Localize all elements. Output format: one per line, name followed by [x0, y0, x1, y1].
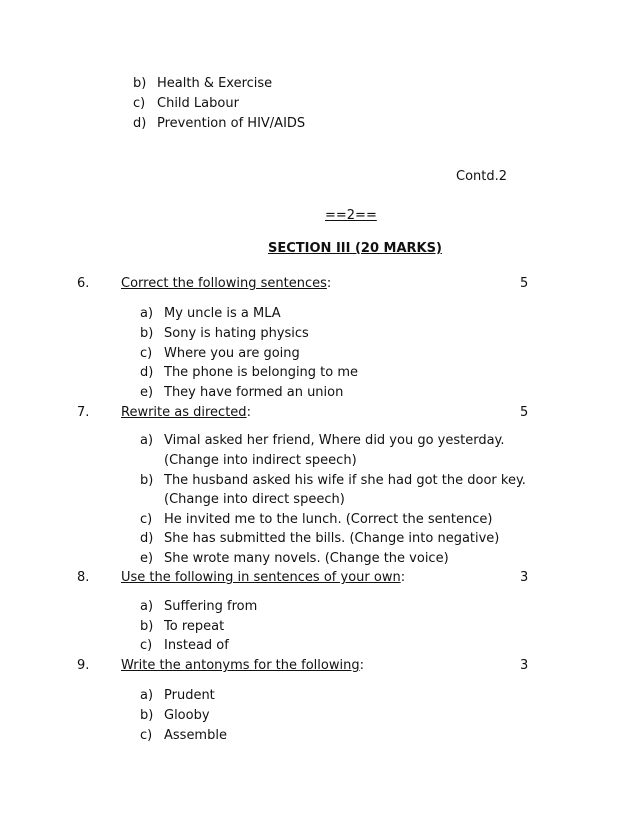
list-item [140, 510, 492, 530]
item-letter: b) [140, 473, 154, 488]
item-letter: a) [140, 306, 154, 321]
item-text: Glooby [164, 708, 210, 723]
question-title [121, 403, 251, 423]
item-letter: e) [140, 551, 154, 566]
list-item [133, 74, 272, 94]
question-marks: 5 [520, 405, 529, 420]
page-marker: ==2== [325, 208, 377, 223]
question-title-colon: : [326, 276, 332, 291]
question-marks: 3 [520, 658, 529, 673]
question-title [121, 656, 364, 676]
item-letter: b) [133, 76, 147, 91]
item-text: Sony is hating physics [164, 326, 309, 341]
item-text: They have formed an union [164, 385, 344, 400]
list-item [133, 114, 305, 134]
item-text: She has submitted the bills. (Change into negative) [164, 531, 500, 546]
item-text: Prudent [164, 688, 215, 703]
list-item [140, 726, 227, 746]
list-item [140, 597, 257, 617]
list-item [140, 324, 309, 344]
section-title: SECTION III (20 MARKS) [268, 241, 442, 256]
contd-note: Contd.2 [456, 169, 508, 184]
item-subtext: (Change into indirect speech) [164, 453, 357, 468]
item-letter: d) [140, 531, 154, 546]
item-subtext: (Change into direct speech) [164, 492, 345, 507]
item-letter: a) [140, 688, 154, 703]
question-title-colon: : [359, 658, 364, 673]
item-letter: c) [140, 728, 153, 743]
question-marks: 5 [520, 276, 529, 291]
item-text: Vimal asked her friend, Where did you go yesterday. [164, 433, 505, 448]
question-title [121, 274, 331, 294]
item-text: To repeat [164, 619, 225, 634]
question-title-colon: : [400, 570, 406, 585]
item-text: Suffering from [164, 599, 258, 614]
question-title-text: Use the following in sentences of your own [121, 570, 401, 585]
list-item [140, 383, 343, 403]
item-text: He invited me to the lunch. (Correct the sentence) [164, 512, 493, 527]
list-item [140, 529, 499, 549]
item-text: The phone is belonging to me [164, 365, 359, 380]
item-text: Child Labour [157, 96, 239, 111]
list-item [140, 344, 300, 364]
item-letter: a) [140, 599, 154, 614]
item-letter: c) [140, 346, 153, 361]
item-text: She wrote many novels. (Change the voice) [164, 551, 449, 566]
question-number: 7. [77, 405, 90, 420]
item-letter: c) [140, 638, 153, 653]
list-item [140, 549, 449, 569]
item-text: Instead of [164, 638, 229, 653]
question-number: 9. [77, 658, 90, 673]
item-letter: c) [133, 96, 146, 111]
item-text: Prevention of HIV/AIDS [157, 116, 306, 131]
list-item [133, 94, 239, 114]
question-title-text: Rewrite as directed [121, 405, 247, 420]
item-letter: d) [133, 116, 147, 131]
question-marks: 3 [520, 570, 529, 585]
item-letter: b) [140, 619, 154, 634]
item-letter: b) [140, 326, 154, 341]
question-title-text: Write the antonyms for the following [121, 658, 360, 673]
list-item [140, 431, 505, 451]
item-text: Where you are going [164, 346, 300, 361]
item-text: Assemble [164, 728, 227, 743]
item-letter: d) [140, 365, 154, 380]
list-item [140, 706, 210, 726]
list-item [140, 636, 229, 656]
item-letter: e) [140, 385, 154, 400]
question-title-colon: : [246, 405, 251, 420]
item-text: The husband asked his wife if she had got the door key. [164, 473, 526, 488]
question-title-text: Correct the following sentences [121, 276, 327, 291]
list-item [140, 686, 215, 706]
list-item [140, 363, 358, 383]
question-number: 6. [77, 276, 90, 291]
question-number: 8. [77, 570, 90, 585]
question-title [121, 568, 405, 588]
list-item [140, 471, 526, 491]
item-letter: a) [140, 433, 154, 448]
item-letter: c) [140, 512, 153, 527]
item-text: My uncle is a MLA [164, 306, 281, 321]
item-text: Health & Exercise [157, 76, 273, 91]
list-item [140, 617, 224, 637]
list-item [140, 304, 281, 324]
item-letter: b) [140, 708, 154, 723]
